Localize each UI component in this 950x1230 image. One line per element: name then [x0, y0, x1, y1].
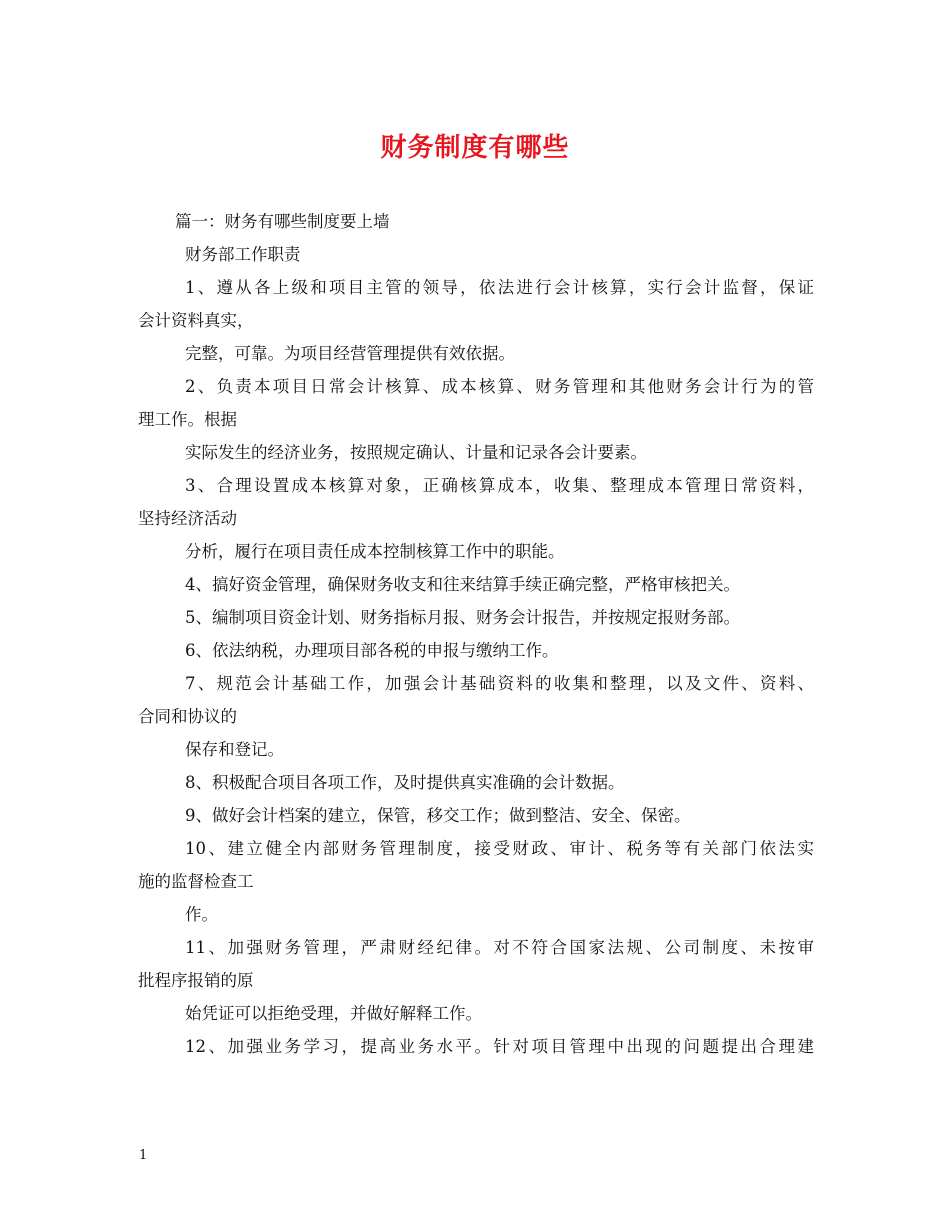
paragraph-line: 批程序报销的原: [138, 971, 254, 990]
paragraph-line: 7、规范会计基础工作，加强会计基础资料的收集和整理，以及文件、资料、: [185, 674, 814, 693]
paragraph-line: 理工作。根据: [138, 410, 237, 429]
document-title: 财务制度有哪些: [380, 133, 570, 163]
paragraph-line: 分析，履行在项目责任成本控制核算工作中的职能。: [185, 542, 565, 561]
paragraph-line: 10、建立健全内部财务管理制度，接受财政、审计、税务等有关部门依法实: [185, 839, 814, 858]
paragraph-line: 1、遵从各上级和项目主管的领导，依法进行会计核算，实行会计监督，保证: [185, 278, 814, 297]
paragraph-line: 8、积极配合项目各项工作，及时提供真实准确的会计数据。: [185, 773, 625, 792]
paragraph-line: 11、加强财务管理，严肃财经纪律。对不符合国家法规、公司制度、未按审: [185, 938, 814, 957]
paragraph-line: 2、负责本项目日常会计核算、成本核算、财务管理和其他财务会计行为的管: [185, 377, 814, 396]
paragraph-line: 作。: [185, 905, 218, 924]
paragraph-line: 合同和协议的: [138, 707, 237, 726]
paragraph-line: 施的监督检查工: [138, 872, 254, 891]
paragraph-line: 始凭证可以拒绝受理，并做好解释工作。: [185, 1004, 482, 1023]
paragraph-line: 坚持经济活动: [138, 509, 237, 528]
paragraph-line: 实际发生的经济业务，按照规定确认、计量和记录各会计要素。: [185, 443, 647, 462]
paragraph-line: 完整，可靠。为项目经营管理提供有效依据。: [185, 344, 515, 363]
paragraph-line: 3、合理设置成本核算对象，正确核算成本，收集、整理成本管理日常资料，: [185, 476, 814, 495]
paragraph-line: 12、加强业务学习，提高业务水平。针对项目管理中出现的问题提出合理建: [185, 1037, 814, 1056]
paragraph-line: 6、依法纳税，办理项目部各税的申报与缴纳工作。: [185, 641, 559, 660]
paragraph-line: 5、编制项目资金计划、财务指标月报、财务会计报告，并按规定报财务部。: [185, 608, 740, 627]
paragraph-line: 保存和登记。: [185, 740, 284, 759]
subsection-heading: 财务部工作职责: [185, 245, 301, 264]
section-heading: 篇一：财务有哪些制度要上墙: [175, 212, 390, 231]
document-body: [138, 205, 814, 1063]
paragraph-line: 4、搞好资金管理，确保财务收支和往来结算手续正确完整，严格审核把关。: [185, 575, 740, 594]
page-number: 1: [139, 1148, 148, 1163]
paragraph-line: 9、做好会计档案的建立，保管，移交工作；做到整洁、安全、保密。: [185, 806, 691, 825]
paragraph-line: 会计资料真实，: [138, 311, 254, 330]
